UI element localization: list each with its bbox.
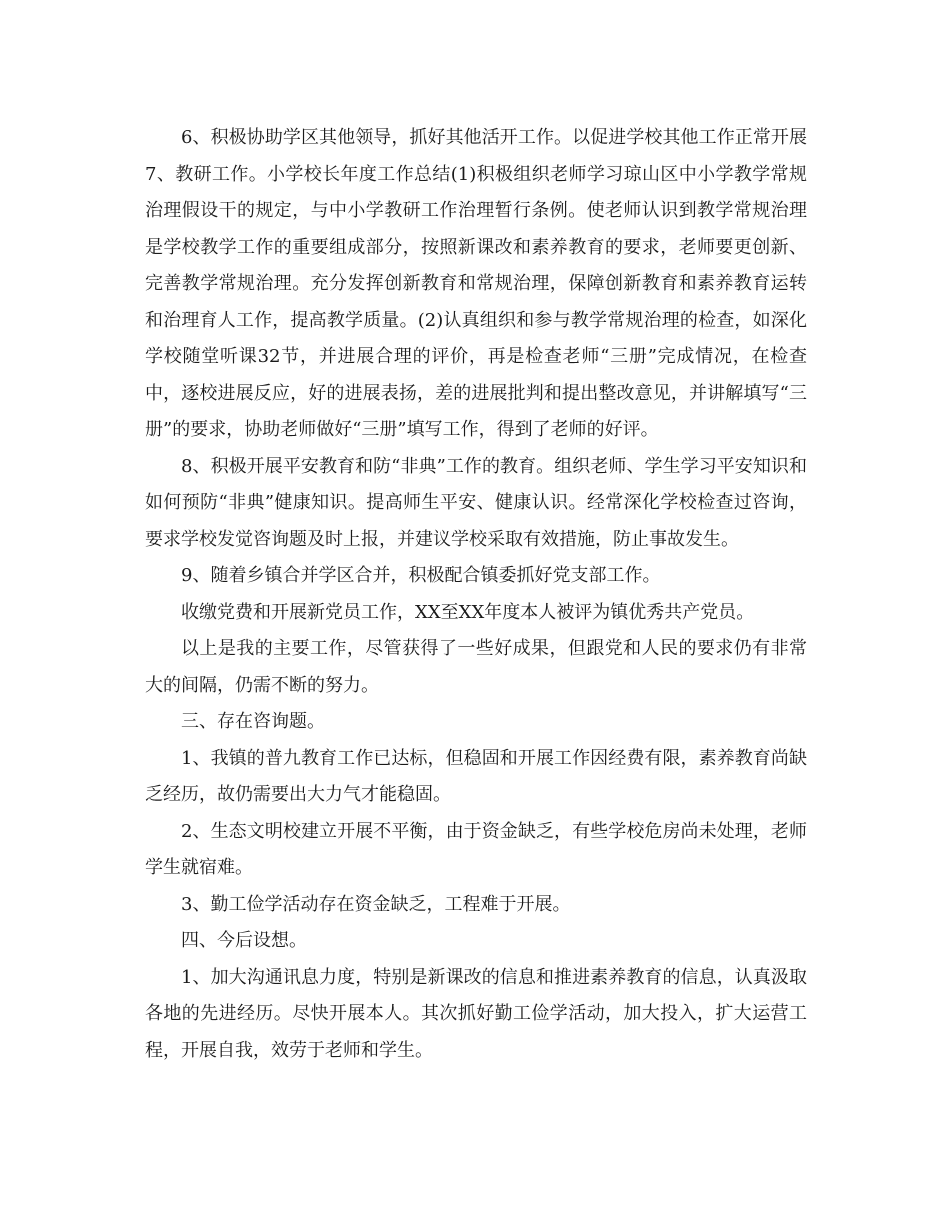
paragraph-plan-1: 1、加大沟通讯息力度，特别是新课改的信息和推进素养教育的信息，认真汲取各地的先进经历。尽快开展本人。其次抓好勤工俭学活动，加大投入，扩大运营工程，开展自我，效劳于老师和学生。: [145, 966, 807, 1061]
paragraph-summary: 以上是我的主要工作，尽管获得了一些好成果，但跟党和人民的要求仍有非常大的间隔，仍需不断的努力。: [145, 638, 807, 696]
paragraph-problem-2: 2、生态文明校建立开展不平衡，由于资金缺乏，有些学校危房尚未处理，老师学生就宿难。: [145, 820, 807, 878]
document-body: [145, 120, 807, 1069]
paragraph-problem-3: 3、勤工俭学活动存在资金缺乏，工程难于开展。: [181, 893, 571, 915]
paragraph-item-8: 8、积极开展平安教育和防“非典”工作的教育。组织老师、学生学习平安知识和如何预防“非典”健康知识。提高师生平安、健康认识。经常深化学校检查过咨询，要求学校发觉咨询题及时上报，并建议学校采取有效措施，防止事故发生。: [145, 455, 807, 550]
paragraph-party-work: 收缴党费和开展新党员工作，XX至XX年度本人被评为镇优秀共产党员。: [181, 601, 755, 623]
paragraph-problem-1: 1、我镇的普九教育工作已达标，但稳固和开展工作因经费有限，素养教育尚缺乏经历，故仍需要出大力气才能稳固。: [145, 747, 807, 805]
paragraph-item-6-7: 6、积极协助学区其他领导，抓好其他活开工作。以促进学校其他工作正常开展7、教研工作。小学校长年度工作总结(1)积极组织老师学习琼山区中小学教学常规治理假设干的规定，与中小学教研工作治理暂行条例。使老师认识到教学常规治理是学校教学工作的重要组成部分，按照新课改和素养教育的要求，老师要更创新、完善教学常规治理。充分发挥创新教育和常规治理，保障创新教育和素养教育运转和治理育人工作，提高教学质量。(2)认真组织和参与教学常规治理的检查，如深化学校随堂听课32节，并进展合理的评价，再是检查老师“三册”完成情况，在检查中，逐校进展反应，好的进展表扬，差的进展批判和提出整改意见，并讲解填写“三册”的要求，协助老师做好“三册”填写工作，得到了老师的好评。: [145, 127, 807, 440]
section-heading-problems: 三、存在咨询题。: [181, 711, 325, 732]
paragraph-item-9: 9、随着乡镇合并学区合并，积极配合镇委抓好党支部工作。: [181, 565, 661, 586]
section-heading-plans: 四、今后设想。: [181, 930, 307, 951]
